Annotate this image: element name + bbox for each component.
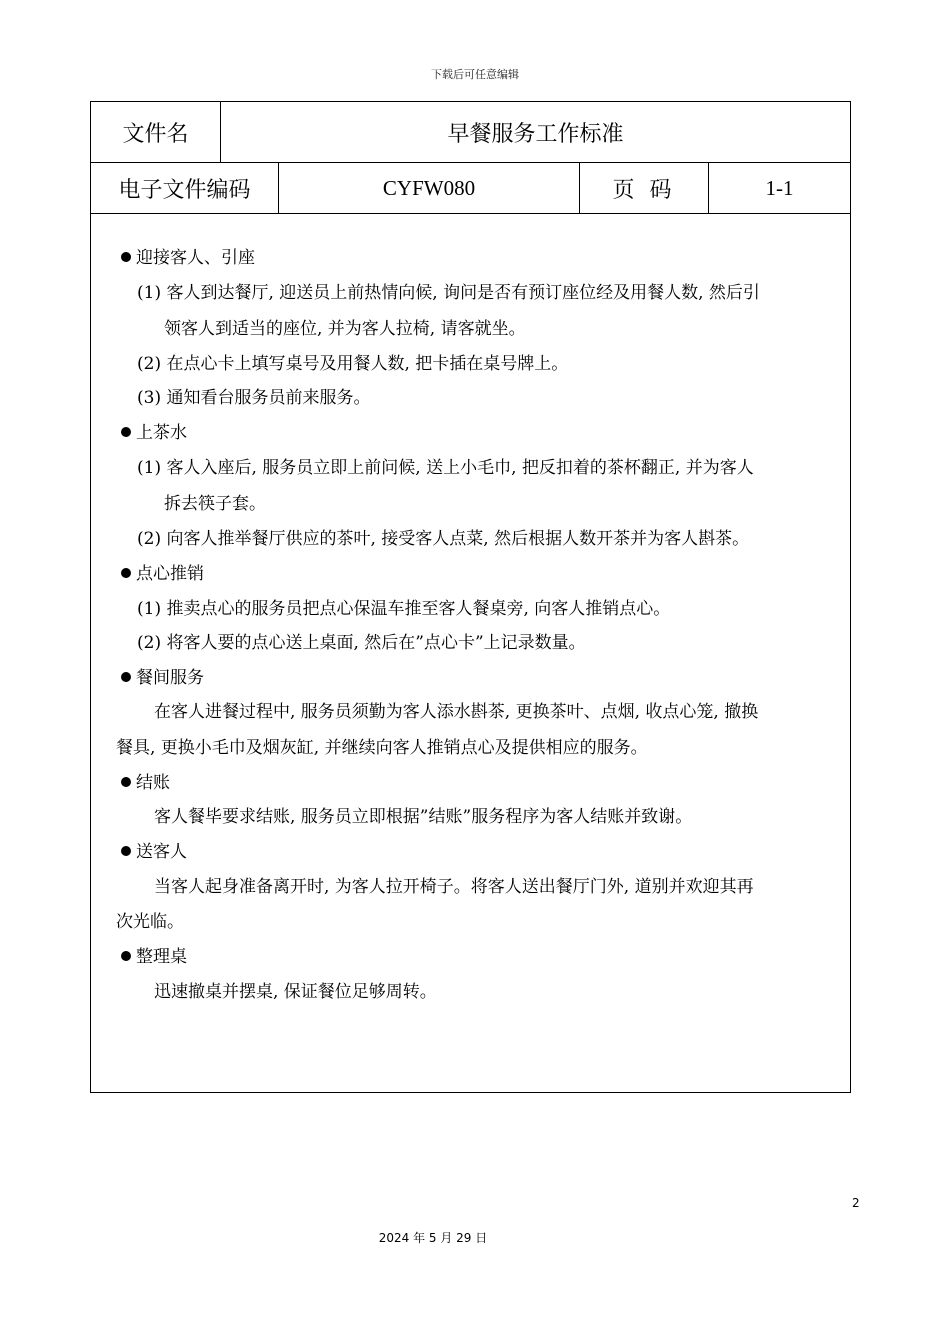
paragraph-line: (1) 客人到达餐厅, 迎送员上前热情向候, 询问是否有预订座位经及用餐人数, 然后引: [137, 283, 760, 303]
footer-date: 2024 年 5 月 29 日: [378, 1231, 488, 1245]
file-name-value: 早餐服务工作标准: [447, 121, 624, 147]
page-label: 页 码: [580, 163, 709, 213]
paragraph-line: 当客人起身准备离开时, 为客人拉开椅子。将客人送出餐厅门外, 道别并欢迎其再: [154, 877, 754, 897]
section-heading: 餐间服务: [121, 668, 204, 688]
paragraph-line: 领客人到适当的座位, 并为客人拉椅, 请客就坐。: [164, 319, 526, 339]
paragraph-line: (2) 将客人要的点心送上桌面, 然后在”点心卡”上记录数量。: [137, 633, 586, 653]
bullet-icon: [121, 252, 131, 262]
paragraph-line: 次光临。: [116, 912, 184, 932]
section-heading: 点心推销: [121, 564, 204, 584]
page-value: 1-1: [765, 175, 794, 200]
paragraph-line: (2) 向客人推举餐厅供应的茶叶, 接受客人点菜, 然后根据人数开茶并为客人斟茶。: [137, 529, 750, 549]
paragraph-line: 迅速撤桌并摆桌, 保证餐位足够周转。: [154, 982, 437, 1002]
paragraph-line: 客人餐毕要求结账, 服务员立即根据”结账”服务程序为客人结账并致谢。: [154, 807, 693, 827]
title-row: [91, 102, 850, 163]
paragraph-line: (2) 在点心卡上填写桌号及用餐人数, 把卡插在桌号牌上。: [137, 354, 569, 374]
paragraph-line: 餐具, 更换小毛巾及烟灰缸, 并继续向客人推销点心及提供相应的服务。: [116, 738, 648, 758]
header-note: 下载后可任意编辑: [431, 68, 519, 81]
bullet-icon: [121, 951, 131, 961]
section-heading: 上茶水: [121, 423, 187, 443]
document-table: [90, 101, 851, 1093]
code-row: [91, 163, 850, 214]
section-heading: 送客人: [121, 842, 187, 862]
bullet-icon: [121, 846, 131, 856]
bullet-icon: [121, 568, 131, 578]
paragraph-line: (1) 客人入座后, 服务员立即上前问候, 送上小毛巾, 把反扣着的茶杯翻正, 并为客人: [137, 458, 754, 478]
code-label: 电子文件编码: [91, 163, 279, 213]
file-name-label: 文件名: [91, 102, 221, 162]
code-value: CYFW080: [279, 163, 580, 213]
paragraph-line: (3) 通知看台服务员前来服务。: [137, 388, 371, 408]
page-number: 2: [852, 1196, 860, 1210]
bullet-icon: [121, 427, 131, 437]
bullet-icon: [121, 777, 131, 787]
section-heading: 整理桌: [121, 947, 187, 967]
bullet-icon: [121, 672, 131, 682]
section-heading: 结账: [121, 773, 170, 793]
paragraph-line: (1) 推卖点心的服务员把点心保温车推至客人餐桌旁, 向客人推销点心。: [137, 599, 671, 619]
section-heading: 迎接客人、引座: [121, 248, 255, 268]
paragraph-line: 在客人进餐过程中, 服务员须勤为客人添水斟茶, 更换茶叶、点烟, 收点心笼, 撤换: [154, 702, 759, 722]
paragraph-line: 拆去筷子套。: [164, 494, 266, 514]
